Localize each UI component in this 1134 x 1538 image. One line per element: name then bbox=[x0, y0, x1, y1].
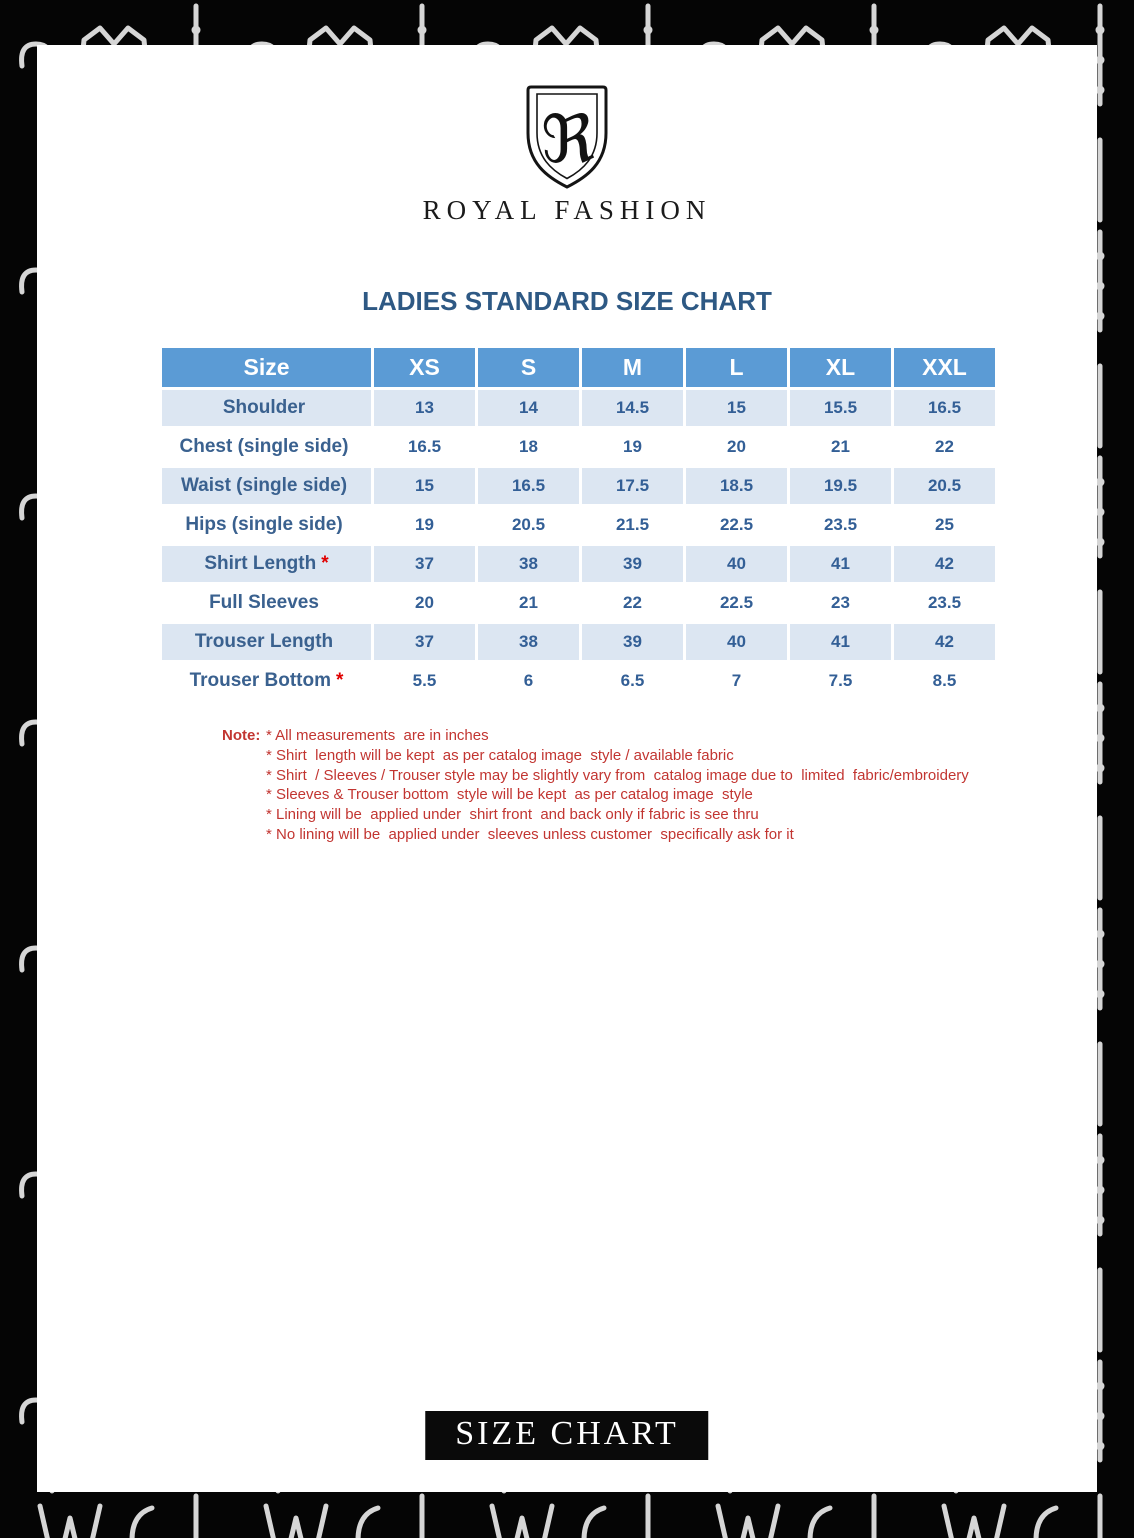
note-line: * Shirt length will be kept as per catalog image style / available fabric bbox=[266, 746, 734, 764]
size-table bbox=[159, 345, 998, 702]
column-header-xs: XS bbox=[373, 347, 477, 389]
measurement-label: Waist (single side) bbox=[161, 467, 373, 506]
size-value: 5.5 bbox=[373, 662, 477, 701]
size-value: 41 bbox=[789, 623, 893, 662]
note-line: * Sleeves & Trouser bottom style will be kept as per catalog image style bbox=[266, 786, 753, 804]
table-row-full-sleeves bbox=[161, 584, 997, 623]
size-value: 20 bbox=[373, 584, 477, 623]
note-line: * Lining will be applied under shirt front and back only if fabric is see thru bbox=[266, 806, 759, 824]
measurement-label: Chest (single side) bbox=[161, 428, 373, 467]
size-value: 23.5 bbox=[789, 506, 893, 545]
note-lines bbox=[266, 726, 969, 845]
size-value: 40 bbox=[685, 623, 789, 662]
size-value: 38 bbox=[477, 545, 581, 584]
shield-monogram-icon bbox=[523, 83, 611, 191]
size-value: 42 bbox=[893, 545, 997, 584]
note-line: * Shirt / Sleeves / Trouser style may be slightly vary from catalog image due to limited fabric/embroidery bbox=[266, 766, 969, 784]
size-value: 21.5 bbox=[581, 506, 685, 545]
size-value: 39 bbox=[581, 623, 685, 662]
size-value: 7 bbox=[685, 662, 789, 701]
size-value: 37 bbox=[373, 545, 477, 584]
note-line: * All measurements are in inches bbox=[266, 727, 489, 744]
measurement-label: Shoulder bbox=[161, 389, 373, 428]
size-value: 6 bbox=[477, 662, 581, 701]
size-value: 14.5 bbox=[581, 389, 685, 428]
column-header-xl: XL bbox=[789, 347, 893, 389]
table-row-shoulder bbox=[161, 389, 997, 428]
size-value: 19 bbox=[373, 506, 477, 545]
size-value: 6.5 bbox=[581, 662, 685, 701]
size-value: 18 bbox=[477, 428, 581, 467]
size-value: 19.5 bbox=[789, 467, 893, 506]
size-value: 21 bbox=[789, 428, 893, 467]
size-value: 23 bbox=[789, 584, 893, 623]
table-row-waist bbox=[161, 467, 997, 506]
size-value: 22 bbox=[581, 584, 685, 623]
size-value: 22.5 bbox=[685, 584, 789, 623]
size-value: 21 bbox=[477, 584, 581, 623]
note-label: Note: bbox=[222, 727, 261, 744]
size-value: 40 bbox=[685, 545, 789, 584]
size-value: 41 bbox=[789, 545, 893, 584]
header-row bbox=[161, 347, 997, 389]
size-value: 20 bbox=[685, 428, 789, 467]
size-value: 42 bbox=[893, 623, 997, 662]
monogram-letter: ℜ bbox=[541, 101, 595, 178]
size-value: 25 bbox=[893, 506, 997, 545]
size-value: 20.5 bbox=[893, 467, 997, 506]
table-row-chest bbox=[161, 428, 997, 467]
size-value: 7.5 bbox=[789, 662, 893, 701]
column-header-m: M bbox=[581, 347, 685, 389]
size-value: 16.5 bbox=[477, 467, 581, 506]
size-value: 18.5 bbox=[685, 467, 789, 506]
size-value: 16.5 bbox=[893, 389, 997, 428]
size-value: 23.5 bbox=[893, 584, 997, 623]
size-value: 20.5 bbox=[477, 506, 581, 545]
required-asterisk: * bbox=[321, 553, 329, 574]
column-header-xxl: XXL bbox=[893, 347, 997, 389]
size-value: 39 bbox=[581, 545, 685, 584]
size-value: 15 bbox=[373, 467, 477, 506]
measurement-label: Trouser Bottom * bbox=[161, 662, 373, 701]
size-value: 15 bbox=[685, 389, 789, 428]
brand-logo bbox=[523, 83, 611, 196]
required-asterisk: * bbox=[336, 670, 344, 691]
size-value: 37 bbox=[373, 623, 477, 662]
size-chart-banner: SIZE CHART bbox=[425, 1411, 708, 1460]
measurement-label: Trouser Length bbox=[161, 623, 373, 662]
note-line: * No lining will be applied under sleeves unless customer specifically ask for it bbox=[266, 825, 794, 843]
size-value: 16.5 bbox=[373, 428, 477, 467]
measurement-label: Shirt Length * bbox=[161, 545, 373, 584]
column-header-l: L bbox=[685, 347, 789, 389]
size-value: 17.5 bbox=[581, 467, 685, 506]
size-value: 38 bbox=[477, 623, 581, 662]
size-value: 8.5 bbox=[893, 662, 997, 701]
brand-wordmark: ROYAL FASHION bbox=[422, 195, 712, 225]
size-value: 13 bbox=[373, 389, 477, 428]
measurement-label: Full Sleeves bbox=[161, 584, 373, 623]
table-row-hips bbox=[161, 506, 997, 545]
column-header-s: S bbox=[477, 347, 581, 389]
size-value: 19 bbox=[581, 428, 685, 467]
table-row-shirt-length bbox=[161, 545, 997, 584]
size-value: 22 bbox=[893, 428, 997, 467]
page-title: LADIES STANDARD SIZE CHART bbox=[362, 286, 772, 316]
size-value: 15.5 bbox=[789, 389, 893, 428]
size-value: 14 bbox=[477, 389, 581, 428]
page-canvas bbox=[37, 45, 1097, 1492]
notes-block bbox=[222, 726, 969, 845]
measurement-label: Hips (single side) bbox=[161, 506, 373, 545]
table-row-trouser-bottom bbox=[161, 662, 997, 701]
size-value: 22.5 bbox=[685, 506, 789, 545]
column-header-size: Size bbox=[161, 347, 373, 389]
table-row-trouser-length bbox=[161, 623, 997, 662]
